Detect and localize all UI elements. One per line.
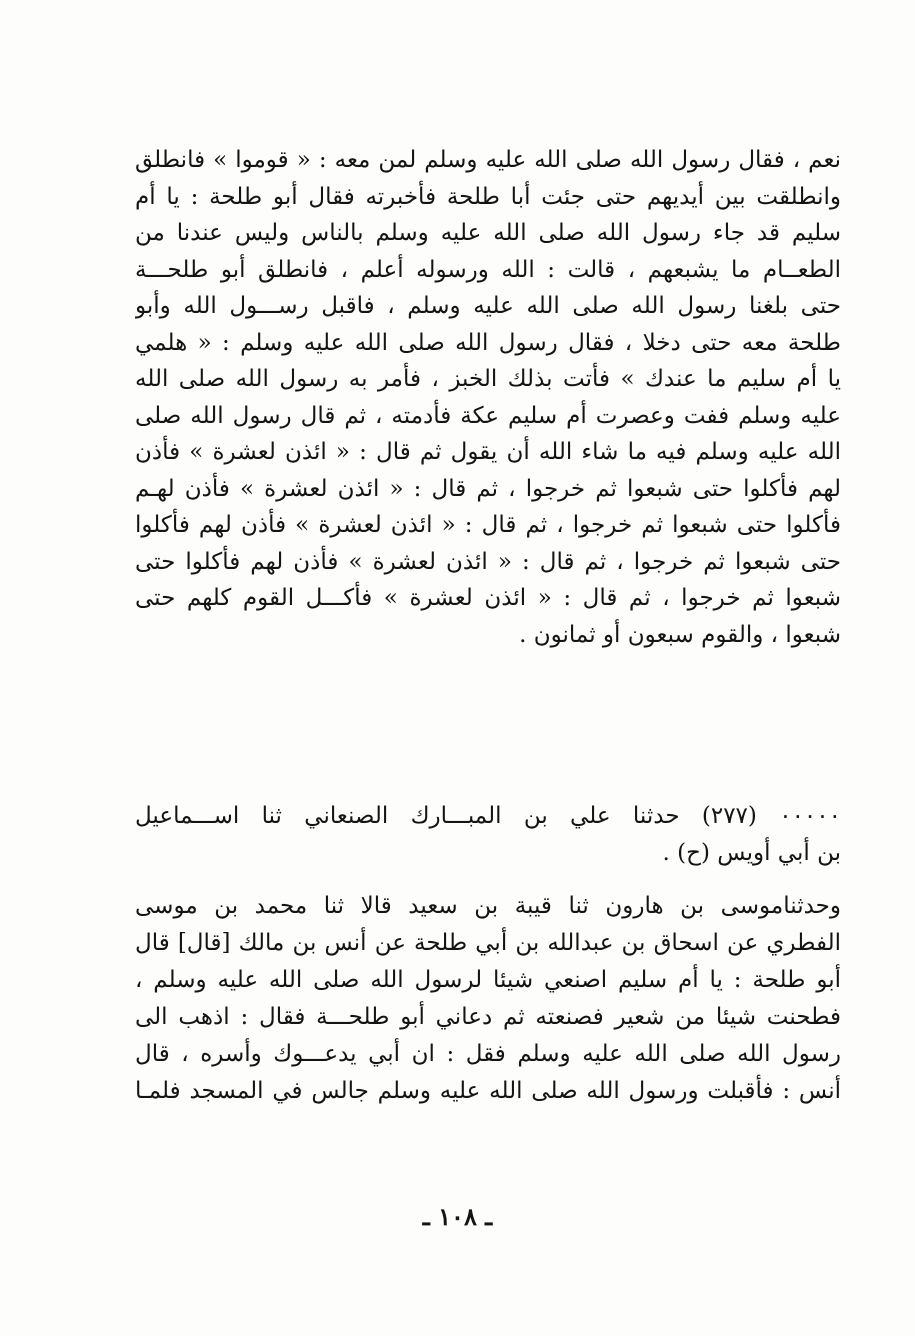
text-line: عليه وسلم ففت وعصرت أم سليم عكة فأدمته ، ثم قال رسول الله صلى bbox=[135, 402, 841, 429]
text-line: فطحنت شيئا من شعير فصنعته ثم دعاني أبو طلحـــة فقال : اذهب الى bbox=[135, 1004, 841, 1030]
text-line: لهم فأكلوا حتى شبعوا ثم خرجوا ، ثم قال : « ائذن لعشرة » فأذن لهـم bbox=[135, 475, 841, 502]
text-line: وحدثناموسى بن هارون ثنا قيبة بن سعيد قالا ثنا محمد بن موسى bbox=[135, 893, 841, 919]
text-line: طلحة معه حتى دخلا ، فقال رسول الله صلى الله عليه وسلم : « هلمي bbox=[135, 329, 841, 356]
page-number: ـ ١٠٨ ـ bbox=[422, 1202, 493, 1231]
text-line: فأكلوا حتى شبعوا ثم خرجوا ، ثم قال : « ائذن لعشرة » فأذن لهم فأكلوا bbox=[135, 512, 841, 538]
text-line: سليم قد جاء رسول الله صلى الله عليه وسلم بالناس وليس عندنا من bbox=[135, 220, 841, 246]
text-line: ٠٠٠٠٠ (٢٧٧) حدثنا علي بن المبـــارك الصنعاني ثنا اســـماعيل bbox=[135, 803, 841, 829]
text-line: حتى شبعوا ثم خرجوا ، ثم قال : « ائذن لعشرة » فأذن لهم فأكلوا حتى bbox=[135, 548, 841, 575]
text-line: أنس : فأقبلت ورسول الله صلى الله عليه وسلم جالس في المسجد فلمـا bbox=[135, 1078, 841, 1104]
text-line: شبعوا ثم خرجوا ، ثم قال : « ائذن لعشرة » فأكـــل القوم كلهم حتى bbox=[135, 585, 841, 611]
text-line: يا أم سليم ما عندك » فأتت بذلك الخبز ، فأمر به رسول الله صلى الله bbox=[135, 366, 841, 392]
hadith-277-isnad bbox=[135, 798, 841, 872]
text-line: شبعوا ، والقوم سبعون أو ثمانون . bbox=[519, 621, 841, 648]
text-line: نعم ، فقال رسول الله صلى الله عليه وسلم لمن معه : « قوموا » فانطلق bbox=[135, 147, 841, 173]
text-line: حتى بلغنا رسول الله صلى الله عليه وسلم ، فاقبل رســـول الله وأبو bbox=[135, 293, 841, 319]
text-line: الطعــام ما يشبعهم ، قالت : الله ورسوله أعلم ، فانطلق أبو طلحـــة bbox=[135, 256, 841, 283]
hadith-continuation-paragraph bbox=[135, 142, 841, 653]
text-line: الله عليه وسلم فيه ما شاء الله أن يقول ثم قال : « ائذن لعشرة » فأذن bbox=[135, 439, 841, 465]
text-line: الفطري عن اسحاق بن عبدالله بن أبي طلحة عن أنس بن مالك [قال] قال bbox=[135, 930, 841, 956]
text-line: رسول الله صلى الله عليه وسلم فقل : ان أبي يدعـــوك وأسره ، قال bbox=[135, 1041, 841, 1067]
text-line: أبو طلحة : يا أم سليم اصنعي شيئا لرسول الله صلى الله عليه وسلم ، bbox=[135, 967, 841, 993]
text-line: وانطلقت بين أيديهم حتى جئت أبا طلحة فأخبرته فقال أبو طلحة : يا أم bbox=[135, 183, 841, 210]
hadith-277-matn bbox=[135, 888, 841, 1110]
text-line: بن أبي أويس (ح) . bbox=[662, 840, 841, 866]
